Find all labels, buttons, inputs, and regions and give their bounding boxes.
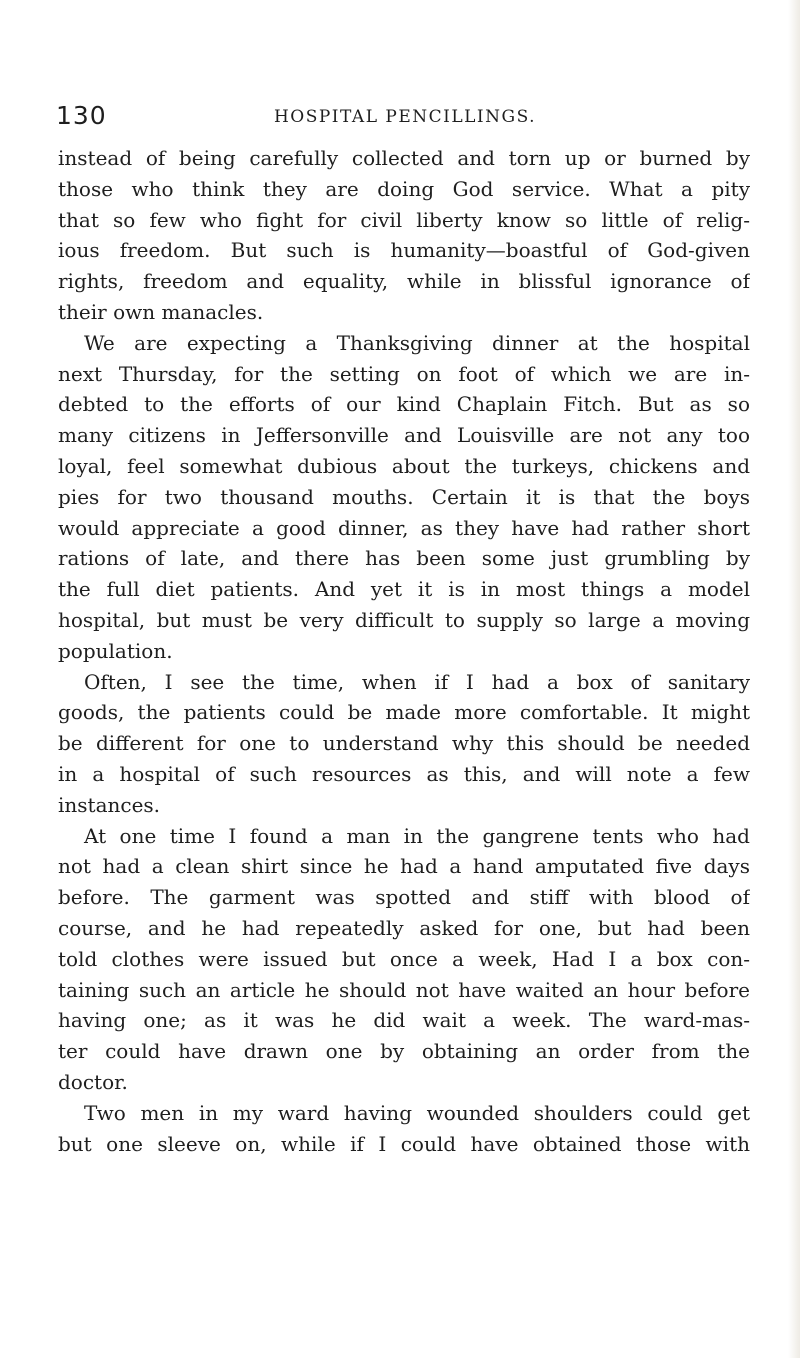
text-line: At one time I found a man in the gangrene tents who had xyxy=(84,823,750,848)
text-line: Two men in my ward having wounded shoulders could get xyxy=(84,1100,750,1125)
text-line: but one sleeve on, while if I could have obtained those with xyxy=(58,1131,750,1156)
text-line: goods, the patients could be made more comfortable. It might xyxy=(58,700,750,725)
text-line: We are expecting a Thanksgiving dinner at the hospital xyxy=(84,330,750,355)
paragraph xyxy=(58,143,750,328)
running-head: HOSPITAL PENCILLINGS. xyxy=(273,107,537,127)
text-line: Often, I see the time, when if I had a box of sanitary xyxy=(84,669,750,694)
page-number: 130 xyxy=(56,101,107,130)
text-line: loyal, feel somewhat dubious about the turkeys, chickens and xyxy=(58,453,750,478)
text-line: debted to the efforts of our kind Chaplain Fitch. But as so xyxy=(58,392,750,417)
text-line: ter could have drawn one by obtaining an order from the xyxy=(58,1039,750,1064)
text-line: course, and he had repeatedly asked for one, but had been xyxy=(58,915,750,940)
page-header xyxy=(56,100,754,132)
text-line: in a hospital of such resources as this, and will note a few xyxy=(58,761,750,786)
paragraph xyxy=(58,821,750,1098)
text-line: population. xyxy=(58,638,173,663)
text-line: rations of late, and there has been some just grumbling by xyxy=(58,546,750,571)
paragraph xyxy=(58,328,750,667)
text-line: told clothes were issued but once a week, Had I a box con- xyxy=(58,946,750,971)
text-line: not had a clean shirt since he had a hand amputated five days xyxy=(58,854,750,879)
paragraph xyxy=(58,1098,750,1160)
text-line: instead of being carefully collected and torn up or burned by xyxy=(58,146,750,170)
text-line: would appreciate a good dinner, as they have had rather short xyxy=(58,515,750,540)
page-edge-shadow xyxy=(788,0,800,1358)
text-line: pies for two thousand mouths. Certain it is that the boys xyxy=(58,484,750,509)
text-line: their own manacles. xyxy=(58,299,264,324)
text-line: before. The garment was spotted and stiff with blood of xyxy=(58,885,750,910)
text-line: that so few who fight for civil liberty know so little of relig- xyxy=(58,207,750,232)
text-line: be different for one to understand why this should be needed xyxy=(58,731,750,756)
body-text xyxy=(58,143,750,1159)
text-line: those who think they are doing God service. What a pity xyxy=(58,176,750,201)
text-line: the full diet patients. And yet it is in most things a model xyxy=(58,577,750,602)
text-line: doctor. xyxy=(58,1069,128,1094)
text-line: ious freedom. But such is humanity—boastful of God-given xyxy=(58,238,750,263)
text-line: instances. xyxy=(58,792,161,817)
text-line: next Thursday, for the setting on foot of which we are in- xyxy=(58,361,750,386)
paragraph xyxy=(58,667,750,821)
text-line: taining such an article he should not have waited an hour before xyxy=(58,977,750,1002)
text-line: hospital, but must be very difficult to supply so large a moving xyxy=(58,607,750,632)
text-line: rights, freedom and equality, while in blissful ignorance of xyxy=(58,269,750,294)
text-line: having one; as it was he did wait a week. The ward-mas- xyxy=(58,1008,750,1033)
text-line: many citizens in Jeffersonville and Louisville are not any too xyxy=(58,423,750,448)
